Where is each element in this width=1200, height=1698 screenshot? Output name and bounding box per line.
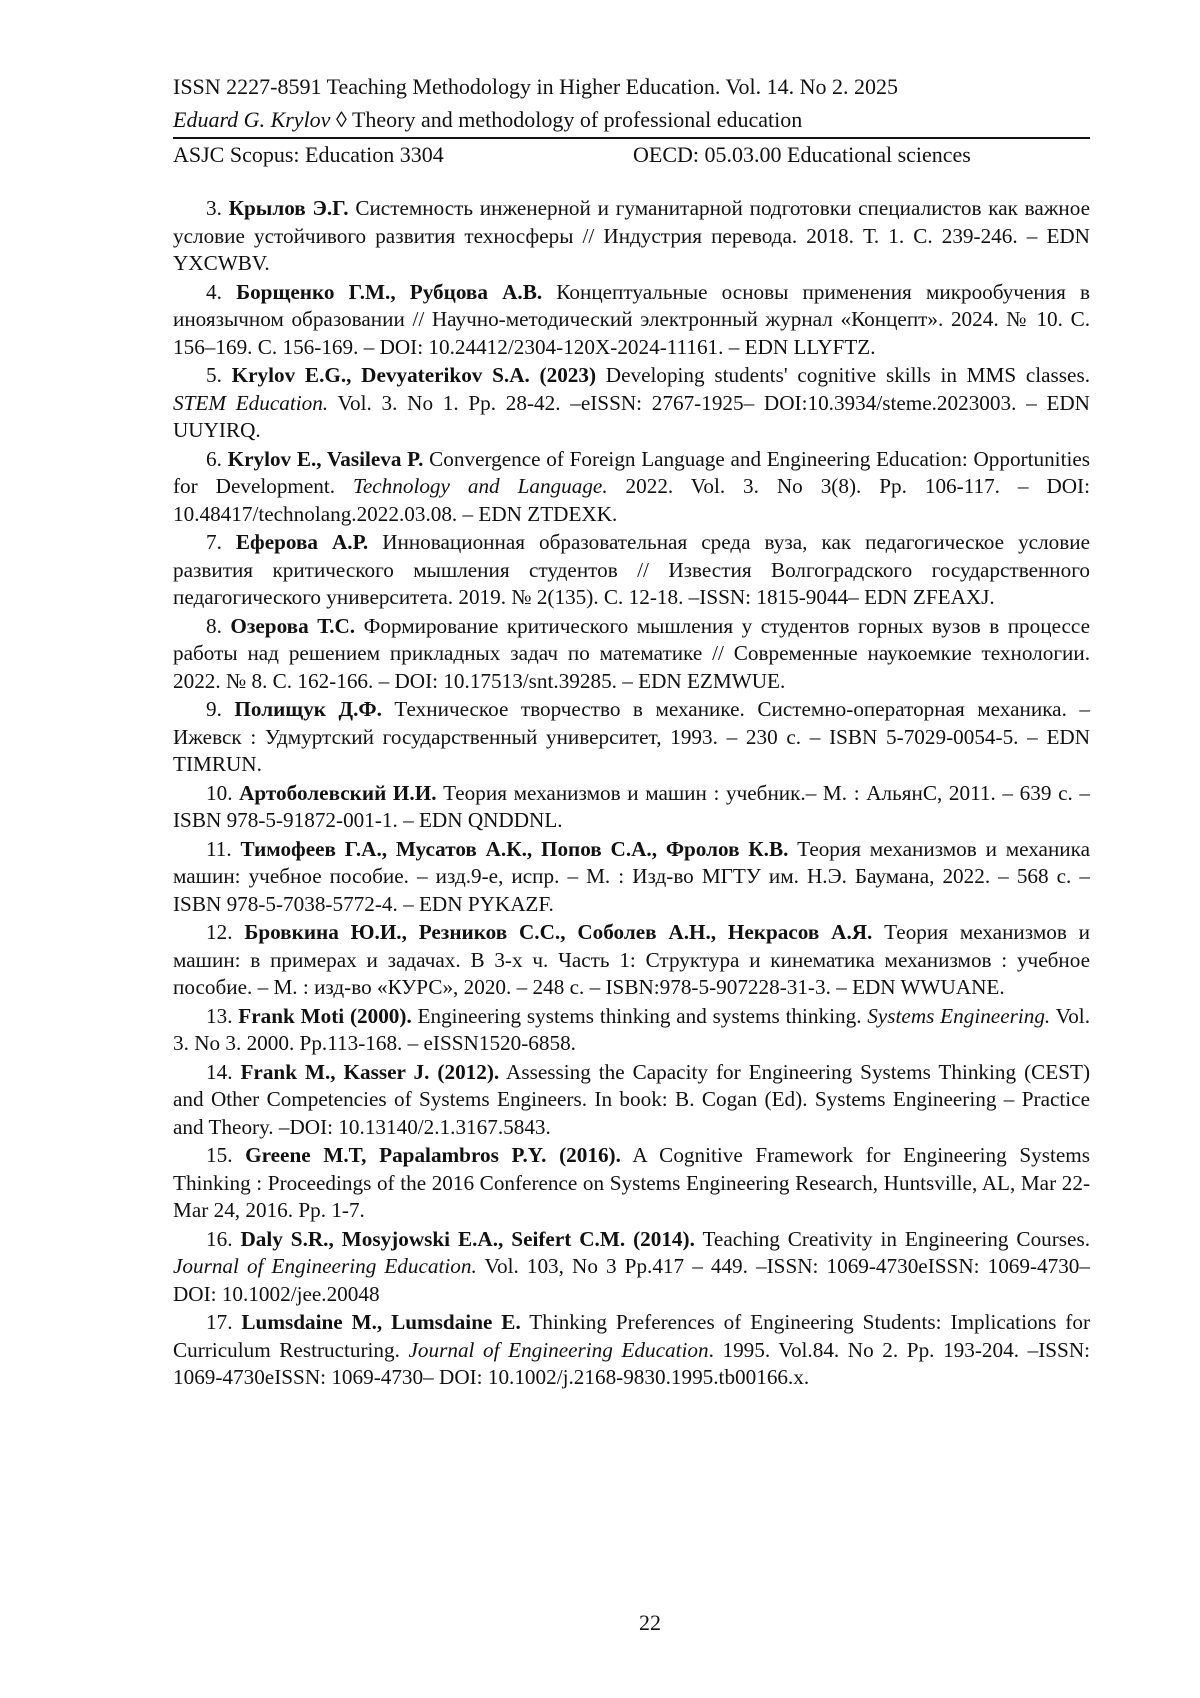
reference-item: [173, 1059, 1090, 1142]
reference-item: [173, 1309, 1090, 1392]
reference-text: Assessing the Capacity for Engineering Systems Thinking (CEST) and Other Competencies of Systems Engineers. In book: B. Cogan (Ed). Systems Engineering – Practice and Theory. –DOI: 10.13140/2.1.3167.5843.: [173, 1059, 1090, 1139]
header-author: Eduard G. Krylov: [173, 107, 331, 132]
reference-text: Teaching Creativity in Engineering Courses.: [694, 1226, 1090, 1251]
reference-authors: Бровкина Ю.И., Резников С.С., Соболев А.Н., Некрасов А.Я.: [244, 920, 873, 944]
reference-authors: Крылов Э.Г.: [228, 196, 349, 220]
reference-number: 12.: [206, 920, 233, 944]
reference-item: [173, 362, 1090, 445]
reference-text: Концептуальные основы применения микрообучения в иноязычном образовании // Научно-методический электронный журнал «Концепт». 2024. № 10. С. 156–169. С. 156-169. – DOI: 10.24412/2304-120X-2024-11161. – EDN LLYFTZ.: [173, 279, 1090, 359]
reference-item: [173, 1142, 1090, 1225]
reference-authors: Полищук Д.Ф.: [234, 697, 382, 721]
oecd-code: OECD: 05.03.00 Educational sciences: [633, 142, 971, 167]
reference-authors: Озерова Т.С.: [230, 613, 356, 638]
reference-authors: Greene M.T, Papalambros P.Y. (2016).: [245, 1143, 621, 1167]
reference-number: 17.: [206, 1310, 233, 1334]
reference-text: Формирование критического мышления у студентов горных вузов в процессе работы над решением прикладных задач по математике // Современные наукоемкие технологии. 2022. № 8. С. 162-166. – DOI: 10.17513/snt.39285. – EDN EZMWUE.: [173, 613, 1090, 693]
reference-number: 9.: [206, 697, 222, 721]
reference-source: Technology and Language.: [353, 474, 608, 498]
reference-source: Journal of Engineering Education.: [173, 1254, 477, 1278]
reference-number: 14.: [206, 1059, 233, 1084]
reference-item: [173, 613, 1090, 696]
reference-number: 4.: [206, 279, 222, 304]
page-number-text: 22: [639, 1610, 661, 1635]
reference-authors: Krylov E., Vasileva P.: [227, 446, 424, 471]
reference-item: [173, 919, 1090, 1002]
reference-authors: Daly S.R., Mosyjowski E.A., Seifert C.M. (2014).: [240, 1226, 695, 1251]
reference-source: Journal of Engineering Education: [408, 1337, 709, 1362]
page-number: [0, 1608, 1200, 1638]
reference-details: Vol. 3. No 3. 2000. Pp.113-168. – eISSN1520-6858.: [173, 1003, 1090, 1055]
reference-text: Convergence of Foreign Language and Engineering Education: Opportunities for Development.: [173, 446, 1090, 498]
reference-number: 6.: [206, 446, 222, 471]
reference-number: 8.: [206, 613, 222, 638]
reference-text: Теория механизмов и машин: в примерах и задачах. В 3-х ч. Часть 1: Структура и кинематика механизмов : учебное пособие. – М. : изд-во «КУРС», 2020. – 248 с. – ISBN:978-5-907228-31-3. – EDN WWUANE.: [173, 920, 1090, 999]
reference-authors: Еферова А.Р.: [235, 530, 369, 554]
reference-details: 2022. Vol. 3. No 3(8). Pp. 106-117. – DOI: 10.48417/technolang.2022.03.08. – EDN ZTDEXK.: [173, 474, 1090, 526]
reference-number: 3.: [206, 196, 222, 220]
author-section-line: [173, 103, 1090, 136]
reference-text: Thinking Preferences of Engineering Students: Implications for Curriculum Restructuring.: [173, 1310, 1091, 1362]
reference-authors: Frank Moti (2000).: [238, 1003, 412, 1028]
reference-number: 15.: [206, 1143, 233, 1167]
reference-number: 10.: [206, 780, 233, 805]
diamond-separator: ◊: [330, 107, 352, 132]
reference-list: [173, 195, 1090, 1393]
reference-number: 13.: [206, 1003, 233, 1028]
reference-item: [173, 836, 1090, 919]
reference-item: [173, 195, 1090, 278]
reference-item: [173, 529, 1090, 612]
reference-authors: Frank M., Kasser J. (2012).: [240, 1059, 500, 1084]
reference-text: Теория механизмов и машин : учебник.– М. : АльянС, 2011. – 639 с. – ISBN 978-5-91872-001-1. – EDN QNDDNL.: [173, 780, 1091, 832]
reference-item: [173, 1003, 1090, 1058]
reference-source: Systems Engineering.: [867, 1003, 1051, 1028]
reference-text: Инновационная образовательная среда вуза, как педагогическое условие развития критического мышления студентов // Известия Волгоградского государственного педагогического университета. 2019. № 2(135). С. 12-18. –ISSN: 1815-9044– EDN ZFEAXJ.: [173, 530, 1090, 609]
reference-item: [173, 446, 1090, 529]
asjc-code: ASJC Scopus: Education 3304: [173, 142, 444, 167]
reference-details: Vol. 103, No 3 Pp.417 – 449. –ISSN: 1069-4730eISSN: 1069-4730– DOI: 10.1002/jee.20048: [173, 1254, 1090, 1306]
reference-item: [173, 780, 1090, 835]
reference-text: Техническое творчество в механике. Системно-операторная механика. – Ижевск : Удмуртский государственный университет, 1993. – 230 с. – ISBN 5-7029-0054-5. – EDN TIMRUN.: [173, 697, 1090, 776]
reference-details: . 1995. Vol.84. No 2. Pp. 193-204. –ISSN: 1069-4730eISSN: 1069-4730– DOI: 10.1002/j.2168-9830.1995.tb00166.x.: [173, 1337, 1091, 1389]
running-header: [173, 70, 1090, 136]
reference-details: Vol. 3. No 1. Pp. 28-42. –eISSN: 2767-1925– DOI:10.3934/steme.2023003. – EDN UUYIRQ.: [173, 390, 1090, 442]
journal-issn-line: ISSN 2227-8591 Teaching Methodology in Higher Education. Vol. 14. No 2. 2025: [173, 74, 899, 99]
reference-number: 5.: [206, 363, 222, 387]
reference-number: 7.: [206, 530, 222, 554]
reference-authors: Lumsdaine M., Lumsdaine E.: [241, 1310, 521, 1334]
reference-text: Developing students' cognitive skills in MMS classes.: [596, 363, 1090, 387]
reference-text: Системность инженерной и гуманитарной подготовки специалистов как важное условие устойчивого развития техносферы // Индустрия перевода. 2018. Т. 1. С. 239-246. – EDN YXCWBV.: [173, 196, 1091, 275]
reference-item: [173, 279, 1090, 362]
reference-source: STEM Education.: [173, 390, 329, 415]
reference-item: [173, 696, 1090, 779]
reference-authors: Тимофеев Г.А., Мусатов А.К., Попов С.А., Фролов К.В.: [240, 836, 789, 861]
reference-item: [173, 1226, 1090, 1309]
reference-number: 16.: [206, 1226, 233, 1251]
reference-authors: Krylov E.G., Devyaterikov S.A. (2023): [231, 363, 597, 387]
header-section: Theory and methodology of professional education: [351, 107, 803, 132]
reference-authors: Борщенко Г.М., Рубцова А.В.: [236, 279, 543, 304]
reference-number: 11.: [206, 836, 232, 861]
reference-text: Теория механизмов и механика машин: учебное пособие. – изд.9-е, испр. – М. : Изд-во МГТУ им. Н.Э. Баумана, 2022. – 568 с. – ISBN 978-5-7038-5772-4. – EDN PYKAZF.: [173, 836, 1090, 916]
reference-text: Engineering systems thinking and systems thinking.: [411, 1003, 868, 1028]
reference-text: A Cognitive Framework for Engineering Systems Thinking : Proceedings of the 2016 Conference on Systems Engineering Research, Huntsville, AL, Mar 22-Mar 24, 2016. Pp. 1-7.: [173, 1143, 1090, 1222]
reference-authors: Артоболевский И.И.: [239, 780, 437, 805]
classification-codes: [173, 139, 1090, 171]
